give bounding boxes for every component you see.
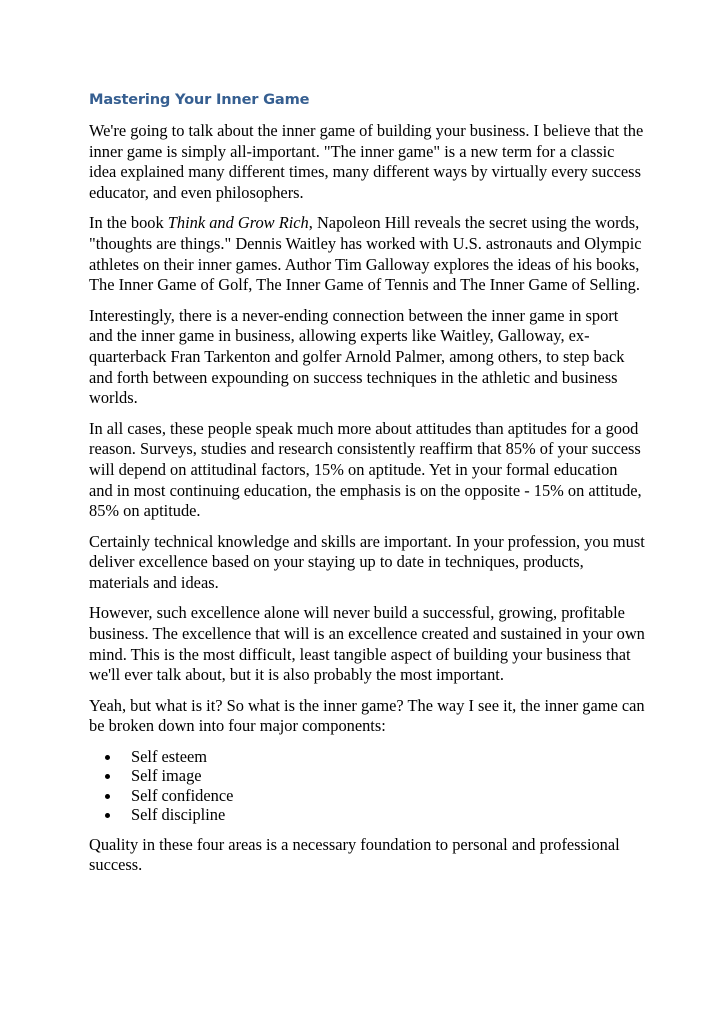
paragraph-what-is-it: Yeah, but what is it? So what is the inner game? The way I see it, the inner game can be broken down into four major components:: [89, 695, 645, 736]
list-item-label: Self esteem: [131, 747, 208, 767]
list-item-label: Self image: [131, 766, 202, 786]
paragraph-think-and-grow-rich: [89, 213, 645, 295]
bullet-icon: [105, 813, 110, 818]
document-body: [89, 89, 645, 886]
bullet-icon: [105, 774, 110, 779]
bullet-icon: [105, 755, 110, 760]
paragraph-sport-business: Interestingly, there is a never-ending connection between the inner game in sport and the inner game in business, allowing experts like Waitley, Galloway, ex-quarterback Fran Tarkenton and golfer Arnold Palmer, among others, to step back and forth between expounding on success techniques in the athletic and business worlds.: [89, 305, 625, 408]
paragraph-conclusion: Quality in these four areas is a necessary foundation to personal and professional success.: [89, 834, 620, 875]
list-item-label: Self confidence: [131, 785, 234, 805]
paragraph-attitudes: In all cases, these people speak much more about attitudes than aptitudes for a good reason. Surveys, studies and research consistently reaffirm that 85% of your success will depend on attitudinal factors, 15% on aptitude. Yet in your formal education and in most continuing education, the emphasis is on the opposite - 15% on attitude, 85% on aptitude.: [89, 418, 642, 521]
paragraph-excellence: However, such excellence alone will never build a successful, growing, profitable business. The excellence that will is an excellence created and sustained in your own mind. This is the most difficult, least tangible aspect of building your business that we'll ever talk about, but it is also probably the most important.: [89, 603, 645, 685]
paragraph-text: In the book: [89, 213, 168, 233]
paragraph-technical-knowledge: Certainly technical knowledge and skills are important. In your profession, you must deliver excellence based on your staying up to date in techniques, products, materials and ideas.: [89, 531, 645, 592]
list-item: [89, 766, 645, 785]
list-item: [89, 805, 645, 824]
list-item-label: Self discipline: [131, 805, 226, 825]
book-title: Think and Grow Rich: [167, 213, 309, 233]
list-item: [89, 747, 645, 766]
list-item: [89, 786, 645, 805]
paragraph-text: , Napoleon Hill reveals the secret using the words, "thoughts are things." Dennis Waitley has worked with U.S. astronauts and Olympic athletes on their inner games. Author Tim Galloway explores the ideas of his books, The Inner Game of Golf, The Inner Game of Tennis and The Inner Game of Selling.: [89, 213, 642, 295]
bullet-icon: [105, 794, 110, 799]
components-list: [89, 747, 645, 825]
document-heading: Mastering Your Inner Game: [89, 91, 310, 108]
paragraph-intro: We're going to talk about the inner game of building your business. I believe that the inner game is simply all-important. "The inner game" is a new term for a classic idea explained many different times, many different ways by virtually every success educator, and even philosophers.: [89, 121, 644, 202]
